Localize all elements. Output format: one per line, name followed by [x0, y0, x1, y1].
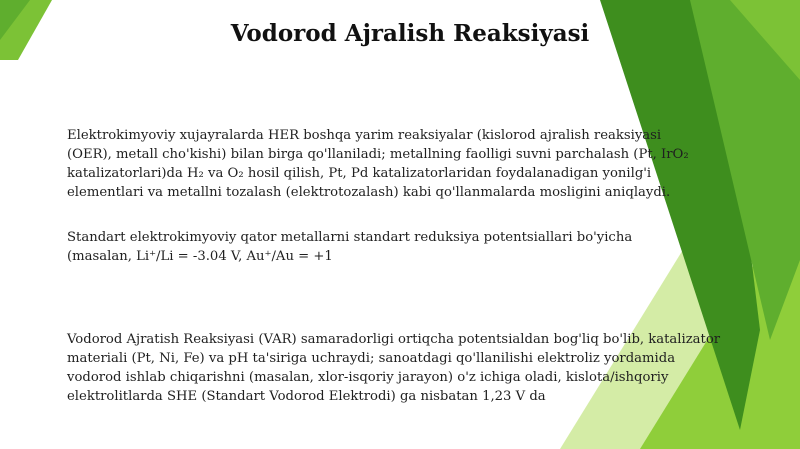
paragraph-electrochemical-series — [67, 228, 767, 266]
page-title: Vodorod Ajralish Reaksiyasi — [230, 20, 590, 47]
text-line: vodorod ishlab chiqarishni (masalan, xlor-isqoriy jarayon) o'z ichiga oladi, kislota/ishqoriy — [67, 370, 669, 385]
text-line: elektrolitlarda SHE (Standart Vodorod Elektrodi) ga nisbatan 1,23 V da — [67, 389, 546, 404]
text-line: Vodorod Ajratish Reaksiyasi (VAR) samaradorligi ortiqcha potentsialdan bog'liq bo'lib, katalizator — [67, 332, 721, 347]
text-line: Elektrokimyoviy xujayralarda HER boshqa yarim reaksiyalar (kislorod ajralish reaksiyasi — [67, 128, 662, 143]
paragraph-var-efficiency — [67, 330, 767, 406]
text-line: materiali (Pt, Ni, Fe) va pH ta'siriga uchraydi; sanoatdagi qo'llanilishi elektroliz yordamida — [67, 351, 676, 366]
text-line: (masalan, Li⁺/Li = -3.04 V, Au⁺/Au = +1 — [67, 249, 333, 264]
paragraph-her-applications — [67, 126, 767, 202]
text-line: elementlari va metallni tozalash (elektrotozalash) kabi qo'llanmalarda mosligini aniqlaydi. — [67, 185, 671, 200]
text-line: Standart elektrokimyoviy qator metallarni standart reduksiya potentsiallari bo'yicha — [67, 230, 633, 245]
text-line: katalizatorlari)da H₂ va O₂ hosil qilish, Pt, Pd katalizatorlaridan foydalanadigan yonilg'i — [67, 166, 652, 181]
text-line: (OER), metall cho'kishi) bilan birga qo'llaniladi; metallning faolligi suvni parchalash (Pt, IrO₂ — [67, 147, 689, 162]
